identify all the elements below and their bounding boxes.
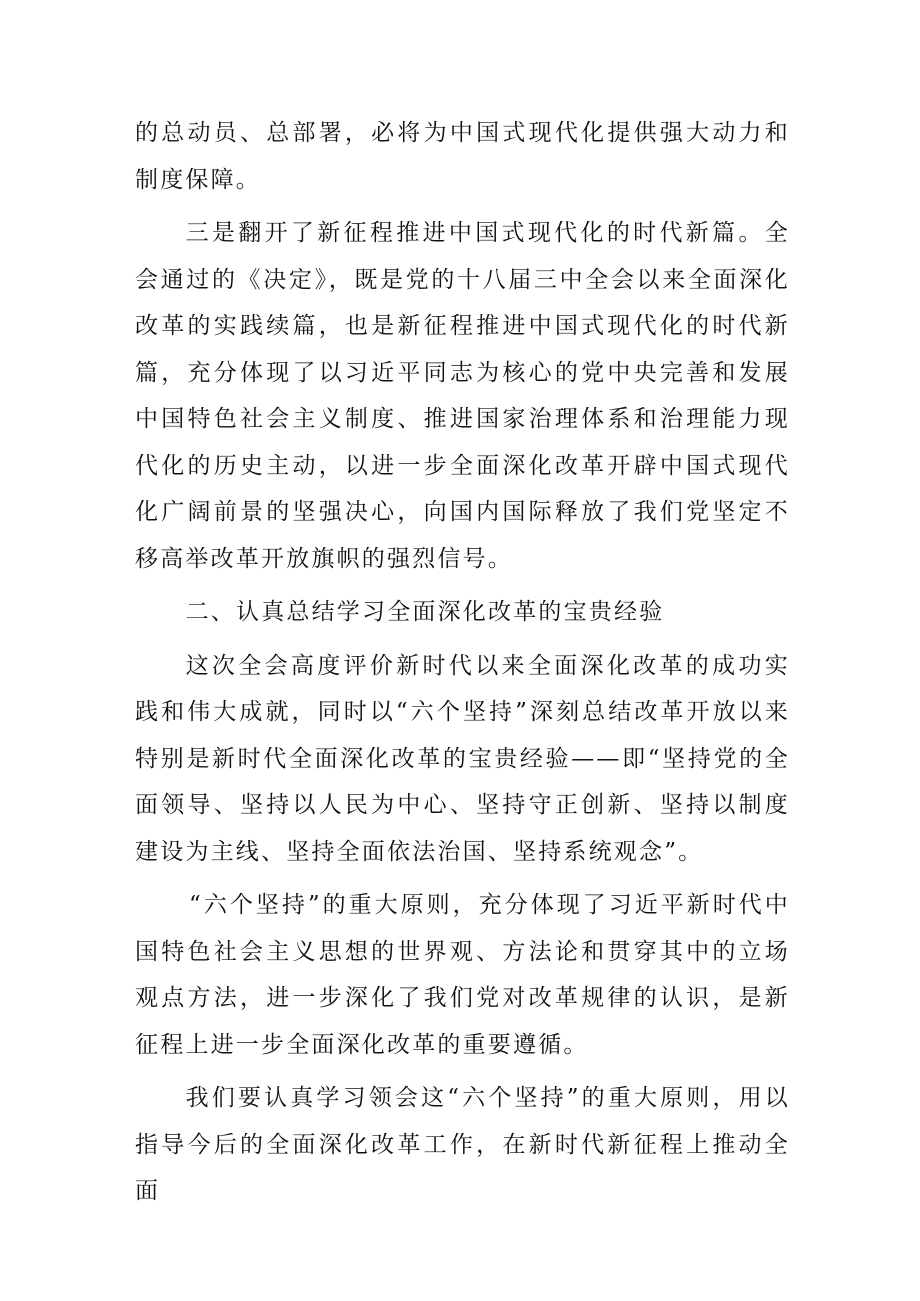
paragraph-continuation: 的总动员、总部署，必将为中国式现代化提供强大动力和制度保障。: [135, 120, 790, 193]
paragraph-plenary-evaluation: 这次全会高度评价新时代以来全面深化改革的成功实践和伟大成就，同时以“六个坚持”深刻总结改革开放以来特别是新时代全面深化改革的宝贵经验——即“坚持党的全面领导、坚持以人民为中心、坚持守正创新、坚持以制度建设为主线、坚持全面依法治国、坚持系统观念”。: [135, 652, 790, 865]
document-body: [135, 110, 790, 1215]
section-heading-two: 二、认真总结学习全面深化改革的宝贵经验: [185, 599, 665, 625]
paragraph-third-point: 三是翻开了新征程推进中国式现代化的时代新篇。全会通过的《决定》，既是党的十八届三中全会以来全面深化改革的实践续篇，也是新征程推进中国式现代化的时代新篇，充分体现了以习近平同志为核心的党中央完善和发展中国特色社会主义制度、推进国家治理体系和治理能力现代化的历史主动，以进一步全面深化改革开辟中国式现代化广阔前景的坚强决心，向国内国际释放了我们党坚定不移高举改革开放旗帜的强烈信号。: [135, 220, 790, 572]
paragraph-study-principles: 我们要认真学习领会这“六个坚持”的重大原则，用以指导今后的全面深化改革工作，在新时代新征程上推动全面: [135, 1085, 790, 1204]
paragraph-six-principles: “六个坚持”的重大原则，充分体现了习近平新时代中国特色社会主义思想的世界观、方法论和贯穿其中的立场观点方法，进一步深化了我们党对改革规律的认识，是新征程上进一步全面深化改革的重要遵循。: [135, 892, 790, 1058]
